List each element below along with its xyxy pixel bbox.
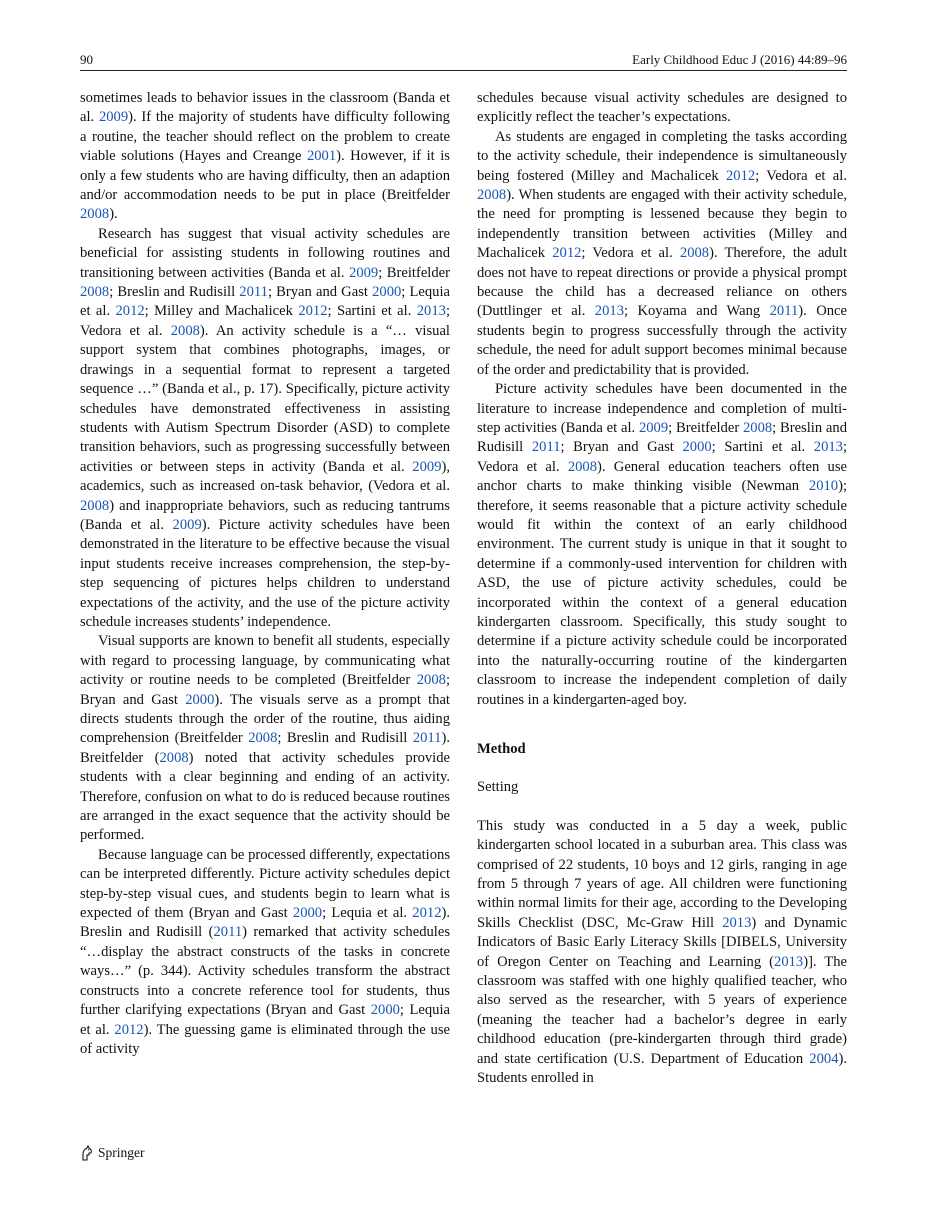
citation-link[interactable]: 2013 (722, 914, 752, 931)
paragraph (80, 632, 450, 845)
paragraph-text: ). Therefore, the adult does not have to repeat directions or provide a physical prompt because the child has a decreased reliance on others (Duttlinger et al. (477, 245, 847, 320)
paragraph-text: ; Milley and Machalicek (144, 303, 299, 320)
page-footer (80, 1145, 145, 1161)
paragraph-text: ). The guessing game is eliminated through the use of activity (80, 1021, 450, 1057)
paragraph-text: ; Bryan and Gast (80, 672, 450, 708)
citation-link[interactable]: 2008 (80, 284, 110, 301)
citation-link[interactable]: 2000 (292, 905, 323, 922)
publisher-name: Springer (98, 1145, 145, 1160)
page-number: 90 (80, 52, 93, 67)
citation-link[interactable]: 2004 (809, 1050, 839, 1067)
paragraph-text: Picture activity schedules have been documented in the literature to increase independence and completion of multi-step activities (Banda et al. (477, 381, 847, 436)
citation-link[interactable]: 2008 (416, 672, 446, 689)
right-column-intro (477, 89, 847, 710)
paragraph-text: schedules because visual activity schedules are designed to explicitly reflect the teacher’s expectations. (477, 90, 847, 126)
paragraph-text: ; Breslin and Rudisill (277, 730, 413, 747)
paragraph-text: ) remarked that activity schedules “…display the abstract constructs of the tasks in concrete ways…” (p. 344). Activity schedules transform the abstract constructs into a concrete reference tool for students, thus further clarifying expectations (Bryan and Gast (80, 924, 450, 1019)
citation-link[interactable]: 2000 (185, 691, 215, 708)
paragraph-text: ). Breslin and Rudisill ( (80, 905, 450, 941)
citation-link[interactable]: 2008 (477, 187, 507, 204)
subsection-title-setting: Setting (477, 779, 519, 796)
page-header (80, 50, 847, 71)
citation-link[interactable]: 2008 (567, 458, 598, 475)
paragraph-text: ; Vedora et al. (755, 167, 847, 184)
citation-link[interactable]: 2013 (774, 953, 804, 970)
paragraph-text: Research has suggest that visual activity schedules are beneficial for assisting students in following routines and transitioning between activities (Banda et al. (80, 225, 450, 281)
paragraph (80, 89, 450, 225)
paragraph-text: ). Once students begin to progress successfully through the activity schedule, the need for adult support becomes minimal because of the order and predictability that is provided. (477, 303, 847, 378)
paragraph-text: ). Picture activity schedules have been demonstrated in the literature to be effective because the visual input students receive increases comprehension, the step-by-step sequencing of pictures helps children to understand expectations of the activity, and the use of the picture activity schedule increases students’ independence. (80, 516, 450, 630)
paragraph-text: ; Koyama and Wang (623, 303, 770, 320)
paragraph-text: )]. The classroom was staffed with one highly qualified teacher, who also served as the researcher, with 5 years of experience (meaning the teacher had a bachelor’s degree in early childhood education (pre-kindergarten through third grade) and state certification (U.S. Department of Education (477, 953, 847, 1067)
citation-link[interactable]: 2001 (306, 148, 337, 165)
paragraph (80, 225, 450, 633)
paragraph-text: ; Lequia et al. (322, 905, 413, 922)
journal-reference: Early Childhood Educ J (2016) 44:89–96 (632, 52, 847, 67)
right-column (477, 89, 847, 1089)
paragraph-text: ), academics, such as increased on-task behavior, (Vedora et al. (80, 458, 450, 495)
paragraph-text: As students are engaged in completing the tasks according to the activity schedule, their independence is simultaneously being fostered (Milley and Machalicek (477, 128, 847, 184)
citation-link[interactable]: 2000 (370, 1002, 400, 1019)
paragraph-text: ). (109, 206, 118, 223)
paragraph-text: sometimes leads to behavior issues in the classroom (Banda et al. (80, 90, 450, 126)
citation-link[interactable]: 2012 (114, 1021, 144, 1038)
paragraph-text: ; Breitfelder (378, 264, 450, 281)
citation-link[interactable]: 2013 (594, 303, 624, 320)
paragraph (477, 89, 847, 128)
paragraph-text: ) and Dynamic Indicators of Basic Early Literacy Skills [DIBELS, University of Oregon Center on Teaching and Learning ( (477, 914, 847, 970)
citation-link[interactable]: 2011 (213, 924, 243, 941)
paragraph-text: ; Sartini et al. (711, 439, 814, 456)
citation-link[interactable]: 2011 (239, 284, 268, 301)
paragraph-text: This study was conducted in a 5 day a week, public kindergarten school located in a suburban area. This class was comprised of 22 students, 10 boys and 12 girls, ranging in age from 5 through 7 years of age. All children were functioning within normal limits for their age, according to the Developing Skills Checklist (DSC, Mc-Graw Hill (477, 817, 847, 931)
citation-link[interactable]: 2012 (552, 245, 582, 262)
citation-link[interactable]: 2011 (531, 439, 561, 456)
citation-link[interactable]: 2012 (412, 905, 442, 922)
paragraph-text: ; Bryan and Gast (267, 284, 373, 301)
citation-link[interactable]: 2009 (638, 419, 669, 436)
paragraph-text: ) noted that activity schedules provide students with a clear beginning and ending of an activity. Therefore, confusion on what to do is reduced because routines are arranged in the exact sequence that the activity should be performed. (80, 749, 450, 844)
citation-link[interactable]: 2013 (416, 303, 446, 320)
paragraph-text: Visual supports are known to benefit all students, especially with regard to processing language, by communicating what activity or routine needs to be completed (Breitfelder (80, 633, 450, 689)
citation-link[interactable]: 2008 (679, 245, 710, 262)
paragraph-text: ; Breslin and Rudisill (477, 419, 847, 456)
paragraph-text: ; Vedora et al. (80, 303, 450, 339)
citation-link[interactable]: 2008 (80, 497, 110, 514)
paragraph (477, 380, 847, 710)
paragraph-text: ); therefore, it seems reasonable that a picture activity schedule would fit within the context of an early childhood environment. The current study is unique in that it sought to determine if a commonly-used intervention for children with ASD, the use of picture activity schedules, could be incorporated within the context of a general education kindergarten classroom. Specifically, this study sought to determine if a picture activity schedule could be incorporated into the naturally-occurring routine of the kindergarten classroom to increase the independent completion of daily routines in a kindergarten-aged boy. (477, 478, 847, 708)
citation-link[interactable]: 2012 (725, 167, 756, 184)
left-column (80, 89, 450, 1059)
paragraph (80, 846, 450, 1059)
paragraph-text: ; Lequia et al. (80, 284, 451, 320)
paragraph-text: ; Breslin and Rudisill (109, 284, 240, 301)
paragraph-text: ; Vedora et al. (477, 439, 848, 475)
citation-link[interactable]: 2008 (742, 419, 773, 436)
paragraph-text: ; Lequia et al. (80, 1002, 450, 1038)
paragraph-text: ). Breitfelder ( (80, 730, 450, 766)
citation-link[interactable]: 2012 (298, 303, 328, 320)
paragraph-text: ). However, if it is only a few students who are having difficulty, then an adaption and/or accommodation needs to be put in place (Breitfelder (80, 148, 450, 204)
citation-link[interactable]: 2009 (349, 264, 379, 281)
paragraph-text: ) and inappropriate behaviors, such as reducing tantrums (Banda et al. (80, 497, 450, 533)
paragraph-text: ; Bryan and Gast (560, 439, 683, 456)
citation-link[interactable]: 2008 (80, 206, 110, 223)
citation-link[interactable]: 2013 (813, 439, 843, 456)
paragraph-text: ). When students are engaged with their activity schedule, the need for prompting is lessened because they begin to independently transition between activities (Milley and Machalicek (477, 187, 847, 262)
paragraph-text: Because language can be processed differently, expectations can be interpreted differently. Picture activity schedules depict step-by-step visual cues, and students begin to learn what is expected of them (Bryan and Gast (80, 846, 450, 922)
right-column-setting (477, 817, 847, 1089)
citation-link[interactable]: 2008 (170, 322, 200, 339)
paragraph (477, 817, 847, 1089)
section-title-method: Method (477, 741, 526, 757)
paragraph-text: ; Sartini et al. (327, 303, 417, 320)
citation-link[interactable]: 2008 (248, 730, 278, 747)
paragraph-text: ). Students enrolled in (477, 1050, 847, 1087)
citation-link[interactable]: 2008 (159, 749, 189, 766)
paragraph-text: ; Breitfelder (668, 419, 743, 436)
citation-link[interactable]: 2012 (115, 303, 145, 320)
citation-link[interactable]: 2000 (682, 439, 712, 456)
citation-link[interactable]: 2011 (769, 303, 799, 320)
paragraph-text: ). The visuals serve as a prompt that directs students through the order of the routine, thus aiding comprehension (Breitfelder (80, 691, 450, 747)
citation-link[interactable]: 2011 (412, 730, 442, 747)
citation-link[interactable]: 2009 (172, 516, 202, 533)
paragraph-text: ). An activity schedule is a “… visual support system that combines photographs, images, or drawings in a sequential format to represent a targeted sequence …” (Banda et al., p. 17). Specifically, picture activity schedules have demonstrated effectiveness in assisting students with Autism Spectrum Disorder (ASD) to complete transition behaviors, such as progressing successfully between activities or between steps in activity (Banda et al. (80, 322, 450, 475)
paragraph-text: ; Vedora et al. (581, 245, 680, 262)
paragraph-text: ). General education teachers often use anchor charts to make thinking visible (Newman (477, 458, 847, 495)
citation-link[interactable]: 2009 (98, 109, 129, 126)
paragraph (477, 128, 847, 380)
citation-link[interactable]: 2009 (412, 458, 442, 475)
citation-link[interactable]: 2000 (372, 284, 402, 301)
springer-horse-icon (80, 1145, 94, 1161)
paragraph-text: ). If the majority of students have difficulty following a routine, the teacher should reflect on the problem to create viable solutions (Hayes and Creange (80, 109, 450, 165)
citation-link[interactable]: 2010 (808, 478, 839, 495)
